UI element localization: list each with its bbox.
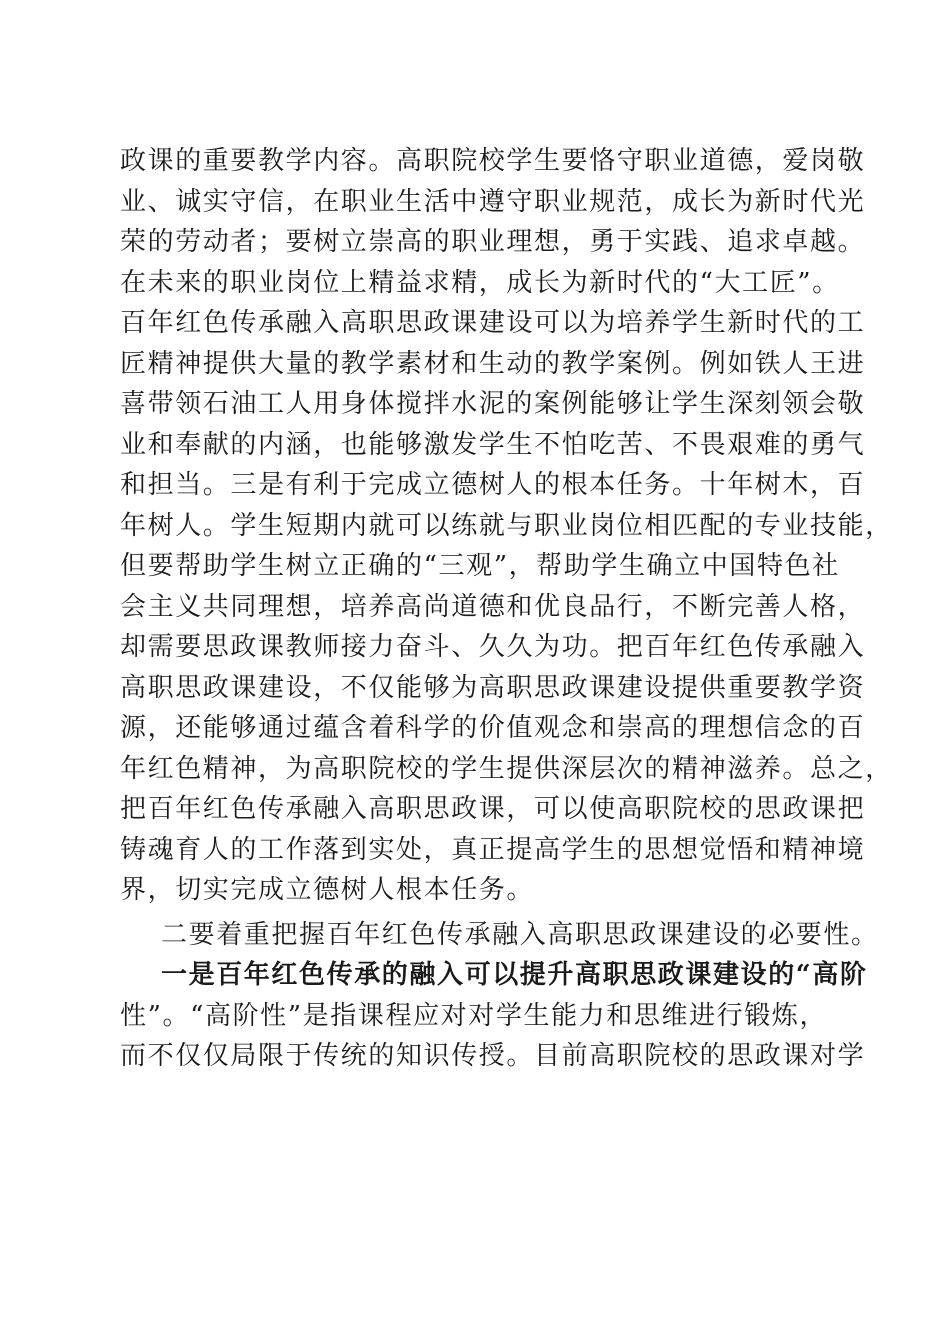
point-title: 一是百年红色传承的融入可以提升高职思政课建设的“高阶 xyxy=(161,960,868,990)
paragraph-line-12: 会主义共同理想，培养高尚道德和优良品行，不断完善人格， xyxy=(120,591,866,622)
paragraph-line-1: 政课的重要教学内容。高职院校学生要恪守职业道德，爱岗敬 xyxy=(120,146,866,176)
paragraph-line-16: 年红色精神，为高职院校的学生提供深层次的精神滋养。总之， xyxy=(120,753,893,784)
paragraph-line-17: 把百年红色传承融入高职思政课，可以使高职院校的思政课把 xyxy=(120,794,866,824)
paragraph-line-10: 年树人。学生短期内就可以练就与职业岗位相匹配的专业技能， xyxy=(120,510,893,541)
paragraph-line-19: 界，切实完成立德树人根本任务。 xyxy=(120,875,535,905)
document-body xyxy=(120,141,893,1077)
section-heading: 二要着重把握百年红色传承融入高职思政课建设的必要性。 xyxy=(161,919,879,950)
paragraph-line-8: 业和奉献的内涵，也能够激发学生不怕吃苦、不畏艰难的勇气 xyxy=(120,429,866,460)
paragraph-line-9: 和担当。三是有利于完成立德树人的根本任务。十年树木，百 xyxy=(120,470,866,500)
paragraph-line-6: 匠精神提供大量的教学素材和生动的教学案例。例如铁人王进 xyxy=(120,348,866,379)
paragraph-line-4: 在未来的职业岗位上精益求精，成长为新时代的“大工匠”。 xyxy=(120,267,840,298)
paragraph-line-11: 但要帮助学生树立正确的“三观”，帮助学生确立中国特色社 xyxy=(120,551,840,581)
paragraph-line-7: 喜带领石油工人用身体搅拌水泥的案例能够让学生深刻领会敬 xyxy=(120,389,866,419)
paragraph-line-5: 百年红色传承融入高职思政课建设可以为培养学生新时代的工 xyxy=(120,308,866,338)
paragraph-line-13: 却需要思政课教师接力奋斗、久久为功。把百年红色传承融入 xyxy=(120,632,866,662)
paragraph-line-3: 荣的劳动者；要树立崇高的职业理想，勇于实践、追求卓越。 xyxy=(120,227,866,257)
paragraph-line-15: 源，还能够通过蕴含着科学的价值观念和崇高的理想信念的百 xyxy=(120,713,866,743)
point-line-1: 性”。“高阶性”是指课程应对对学生能力和思维进行锻炼， xyxy=(120,1000,828,1031)
point-line-2: 而不仅仅局限于传统的知识传授。目前高职院校的思政课对学 xyxy=(120,1041,866,1071)
paragraph-line-14: 高职思政课建设，不仅能够为高职思政课建设提供重要教学资 xyxy=(120,672,866,703)
paragraph-line-2: 业、诚实守信，在职业生活中遵守职业规范，成长为新时代光 xyxy=(120,186,866,217)
paragraph-line-18: 铸魂育人的工作落到实处，真正提高学生的思想觉悟和精神境 xyxy=(120,834,866,865)
